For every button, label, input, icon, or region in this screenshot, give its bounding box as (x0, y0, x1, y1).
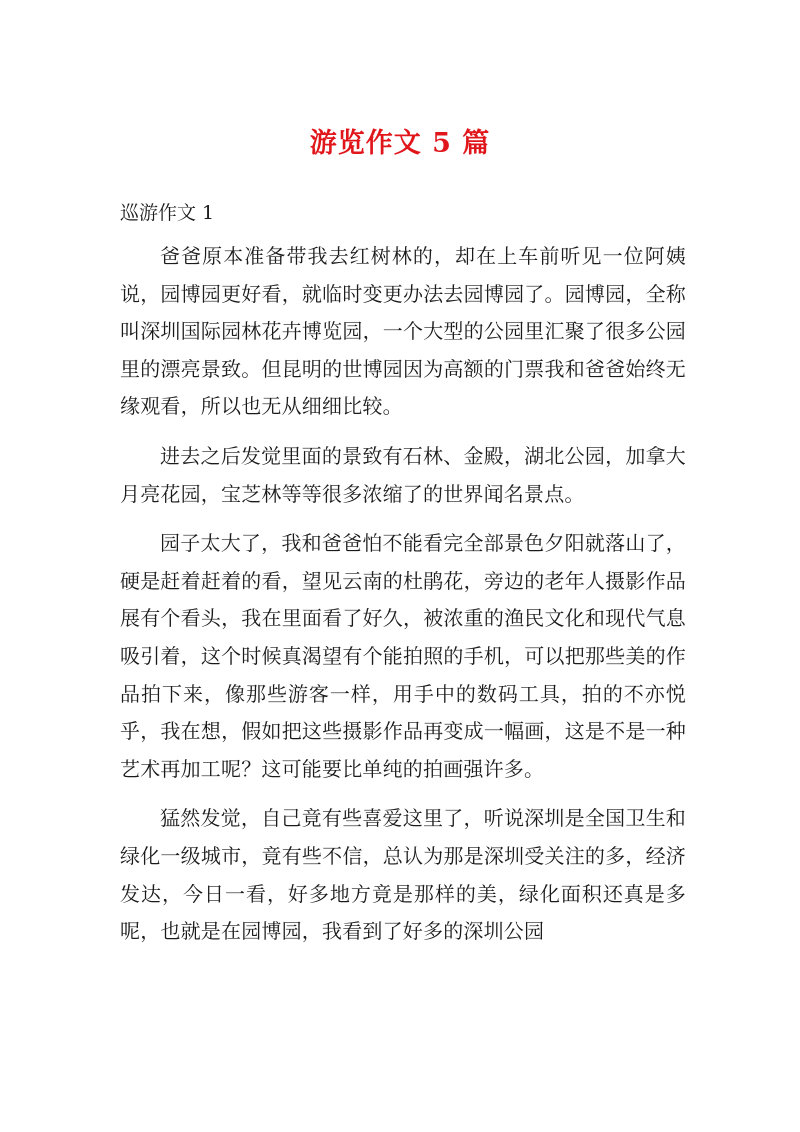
paragraph-1: 爸爸原本准备带我去红树林的，却在上车前听见一位阿姨说，园博园更好看，就临时变更办法去园博园了。园博园，全称叫深圳国际园林花卉博览园，一个大型的公园里汇聚了很多公园里的漂亮景致。但昆明的世博园因为高额的门票我和爸爸始终无缘观看，所以也无从细细比较。 (120, 244, 686, 419)
paragraph-4: 猛然发觉，自己竟有些喜爱这里了，听说深圳是全国卫生和绿化一级城市，竟有些不信，总认为那是深圳受关注的多，经济发达，今日一看，好多地方竟是那样的美，绿化面积还真是多呢，也就是在园博园，我看到了好多的深圳公园 (120, 806, 686, 944)
paragraph-3: 园子太大了，我和爸爸怕不能看完全部景色夕阳就落山了，硬是赶着赶着的看，望见云南的杜鹃花，旁边的老年人摄影作品展有个看头，我在里面看了好久，被浓重的渔民文化和现代气息吸引着，这个时候真渴望有个能拍照的手机，可以把那些美的作品拍下来，像那些游客一样，用手中的数码工具，拍的不亦悦乎，我在想，假如把这些摄影作品再变成一幅画，这是不是一种艺术再加工呢？这可能要比单纯的拍画强许多。 (120, 531, 686, 781)
document-title: 游览作文 5 篇 (309, 128, 491, 159)
paragraph-2: 进去之后发觉里面的景致有石林、金殿，湖北公园，加拿大月亮花园，宝芝林等等很多浓缩了的世界闻名景点。 (120, 443, 686, 506)
body-text (120, 238, 686, 963)
section-heading: 巡游作文 1 (120, 202, 215, 224)
